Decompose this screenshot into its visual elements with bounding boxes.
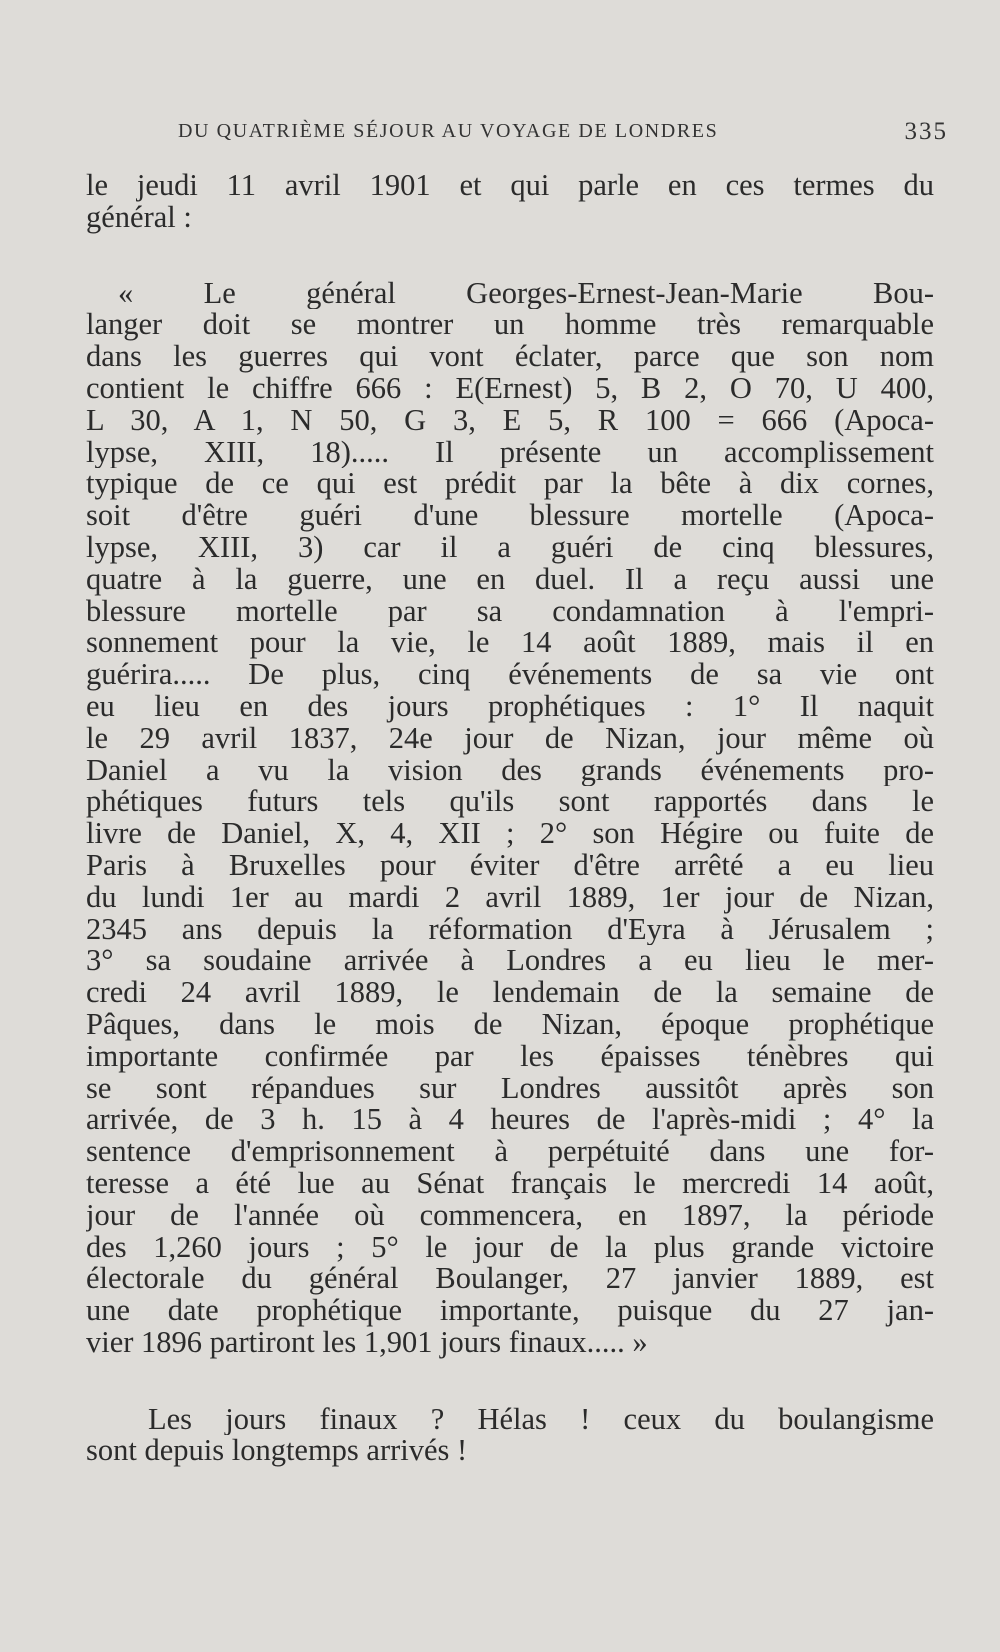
quote-line: sentence d'emprisonnement à perpétuité dans une for- bbox=[86, 1136, 934, 1168]
conclusion-paragraph bbox=[86, 1404, 934, 1468]
quote-line: soit d'être guéri d'une blessure mortelle (Apoca- bbox=[86, 500, 934, 532]
intro-line: général : bbox=[86, 201, 192, 234]
intro-paragraph bbox=[86, 170, 934, 234]
quote-line: le 29 avril 1837, 24e jour de Nizan, jour même où bbox=[86, 722, 934, 755]
intro-line: le jeudi 11 avril 1901 et qui parle en ces termes du bbox=[86, 170, 934, 202]
quote-line: se sont répandues sur Londres aussitôt après son bbox=[86, 1072, 934, 1105]
quote-line: Pâques, dans le mois de Nizan, époque prophétique bbox=[86, 1008, 934, 1041]
conclusion-line: sont depuis longtemps arrivés ! bbox=[86, 1435, 468, 1468]
quote-line: une date prophétique importante, puisque du 27 jan- bbox=[86, 1295, 934, 1327]
running-head bbox=[178, 120, 948, 150]
quote-line: guérira..... De plus, cinq événements de sa vie ont bbox=[86, 659, 934, 691]
quote-line: importante confirmée par les épaisses ténèbres qui bbox=[86, 1040, 934, 1073]
running-head-title: DU QUATRIÈME SÉJOUR AU VOYAGE DE LONDRES bbox=[178, 120, 719, 142]
page-body bbox=[86, 170, 934, 1467]
quote-line: teresse a été lue au Sénat français le mercredi 14 août, bbox=[86, 1167, 934, 1200]
quote-line: jour de l'année où commencera, en 1897, la période bbox=[86, 1199, 934, 1232]
quote-line: L 30, A 1, N 50, G 3, E 5, R 100 = 666 (Apoca- bbox=[86, 404, 934, 437]
quote-line: dans les guerres qui vont éclater, parce que son nom bbox=[86, 341, 934, 373]
quote-line: 2345 ans depuis la réformation d'Eyra à Jérusalem ; bbox=[86, 913, 934, 946]
quote-line: électorale du général Boulanger, 27 janvier 1889, est bbox=[86, 1263, 934, 1296]
quote-line: lypse, XIII, 18)..... Il présente un accomplissement bbox=[86, 436, 934, 469]
page-number: 335 bbox=[904, 118, 948, 145]
quoted-paragraph bbox=[86, 278, 934, 1359]
quote-line: typique de ce qui est prédit par la bête à dix cornes, bbox=[86, 468, 934, 501]
quote-line: des 1,260 jours ; 5° le jour de la plus grande victoire bbox=[86, 1231, 934, 1264]
quote-line: arrivée, de 3 h. 15 à 4 heures de l'après-midi ; 4° la bbox=[86, 1104, 934, 1137]
quote-line: sonnement pour la vie, le 14 août 1889, mais il en bbox=[86, 627, 934, 660]
quote-line: « Le général Georges-Ernest-Jean-Marie Bou- bbox=[118, 277, 934, 310]
quote-line: Paris à Bruxelles pour éviter d'être arrêté a eu lieu bbox=[86, 849, 934, 882]
quote-line: du lundi 1er au mardi 2 avril 1889, 1er jour de Nizan, bbox=[86, 881, 934, 914]
quote-line: Daniel a vu la vision des grands événements pro- bbox=[86, 754, 934, 787]
quote-line: langer doit se montrer un homme très remarquable bbox=[86, 309, 934, 342]
quote-line: vier 1896 partiront les 1,901 jours finaux..... » bbox=[86, 1326, 648, 1359]
conclusion-line: Les jours finaux ? Hélas ! ceux du boulangisme bbox=[148, 1403, 934, 1436]
quote-line: eu lieu en des jours prophétiques : 1° Il naquit bbox=[86, 690, 934, 723]
quote-line: lypse, XIII, 3) car il a guéri de cinq blessures, bbox=[86, 531, 934, 564]
quote-line: 3° sa soudaine arrivée à Londres a eu lieu le mer- bbox=[86, 945, 934, 978]
quote-line: livre de Daniel, X, 4, XII ; 2° son Hégire ou fuite de bbox=[86, 818, 934, 850]
quote-line: quatre à la guerre, une en duel. Il a reçu aussi une bbox=[86, 563, 934, 596]
quote-line: credi 24 avril 1889, le lendemain de la semaine de bbox=[86, 977, 934, 1009]
quote-line: blessure mortelle par sa condamnation à l'empri- bbox=[86, 595, 934, 628]
quote-line: phétiques futurs tels qu'ils sont rapportés dans le bbox=[86, 786, 934, 819]
quote-line: contient le chiffre 666 : E(Ernest) 5, B 2, O 70, U 400, bbox=[86, 372, 934, 405]
